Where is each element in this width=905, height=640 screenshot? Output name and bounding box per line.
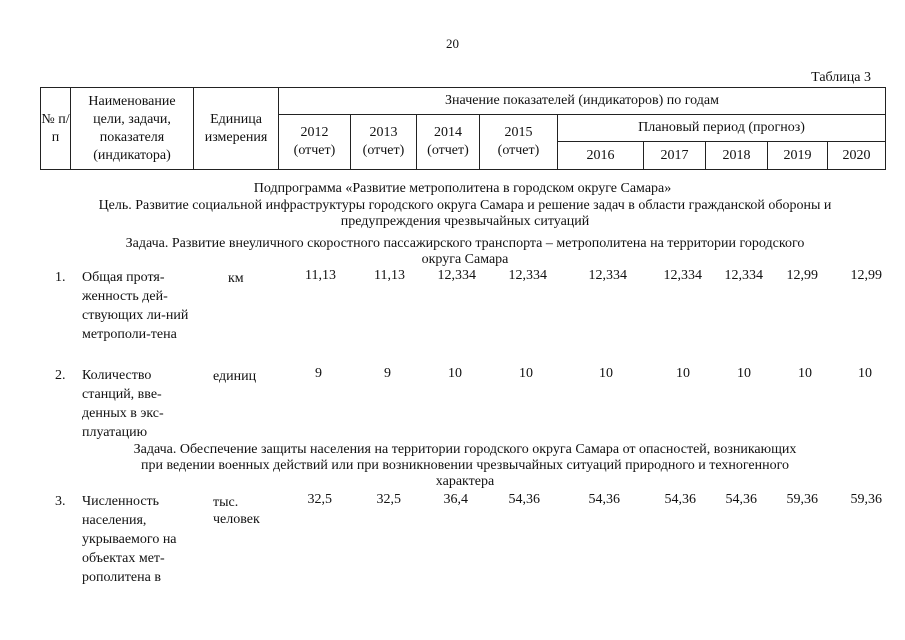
value-2012: 9 (315, 366, 322, 381)
value-2017: 54,36 (664, 492, 696, 507)
row-unit: единиц (213, 369, 257, 384)
row-indicator-name: Общая протя-женность дей-ствующих ли-ний метрополи-тена (82, 270, 189, 342)
subprogram-title: Подпрограмма «Развитие метрополитена в городском округе Самара» (253, 181, 672, 196)
task-1-text: Задача. Развитие внеуличного скоростного пассажирского транспорта – метрополитена на территории городского округа Самара (125, 236, 805, 267)
value-2014: 10 (448, 366, 462, 381)
value-2015: 54,36 (508, 492, 540, 507)
value-2017: 10 (676, 366, 690, 381)
value-2020: 59,36 (850, 492, 882, 507)
value-2019: 10 (798, 366, 812, 381)
row-number: 3. (55, 494, 66, 509)
page-number: 20 (446, 36, 459, 51)
value-2018: 54,36 (725, 492, 757, 507)
header-year-2017: 2017 (644, 142, 706, 170)
row-unit: тыс. человек (213, 495, 260, 527)
task-2-text: Задача. Обеспечение защиты населения на территории городского округа Самара от опасностей, возникающих при ведении военных действий или при возникновении чрезвычайных ситуаций природного и техногенного характера (133, 442, 797, 489)
value-2012: 32,5 (307, 492, 332, 507)
value-2019: 59,36 (786, 492, 818, 507)
value-2016: 54,36 (588, 492, 620, 507)
header-year-2016: 2016 (558, 142, 644, 170)
value-2018: 10 (737, 366, 751, 381)
header-year-2015: 2015 (отчет) (480, 115, 558, 170)
header-col-unit: Единица измерения (194, 88, 279, 170)
row-number: 1. (55, 270, 66, 285)
header-col-name: Наименование цели, задачи, показателя (индикатора) (71, 88, 194, 170)
value-2016: 10 (599, 366, 613, 381)
row-indicator-name: Количество станций, вве-денных в экс-плуатацию (82, 368, 164, 440)
value-2013: 11,13 (374, 268, 405, 283)
value-2016: 12,334 (588, 268, 627, 283)
header-year-2012: 2012 (отчет) (279, 115, 351, 170)
header-col-number: № п/п (41, 88, 71, 170)
header-year-2014: 2014 (отчет) (417, 115, 480, 170)
header-year-2013: 2013 (отчет) (351, 115, 417, 170)
value-2012: 11,13 (305, 268, 336, 283)
table-header (40, 87, 886, 170)
row-indicator-name: Численность населения, укрываемого на объектах мет-рополитена в (82, 494, 177, 585)
value-2020: 12,99 (850, 268, 882, 283)
header-year-2019: 2019 (768, 142, 828, 170)
row-number: 2. (55, 368, 66, 383)
value-2015: 10 (519, 366, 533, 381)
value-2013: 32,5 (376, 492, 401, 507)
value-2013: 9 (384, 366, 391, 381)
value-2014: 12,334 (437, 268, 476, 283)
header-year-2018: 2018 (706, 142, 768, 170)
table-label: Таблица 3 (811, 70, 871, 85)
header-planned-period: Плановый период (прогноз) (558, 115, 886, 142)
value-2018: 12,334 (724, 268, 763, 283)
header-col-values: Значение показателей (индикаторов) по годам (279, 88, 886, 115)
row-unit: км (228, 271, 244, 286)
value-2020: 10 (858, 366, 872, 381)
value-2014: 36,4 (443, 492, 468, 507)
value-2017: 12,334 (663, 268, 702, 283)
value-2015: 12,334 (508, 268, 547, 283)
goal-text: Цель. Развитие социальной инфраструктуры городского округа Самара и решение задач в области гражданской обороны и предупреждения чрезвычайных ситуаций (98, 198, 832, 229)
header-year-2020: 2020 (828, 142, 886, 170)
value-2019: 12,99 (786, 268, 818, 283)
